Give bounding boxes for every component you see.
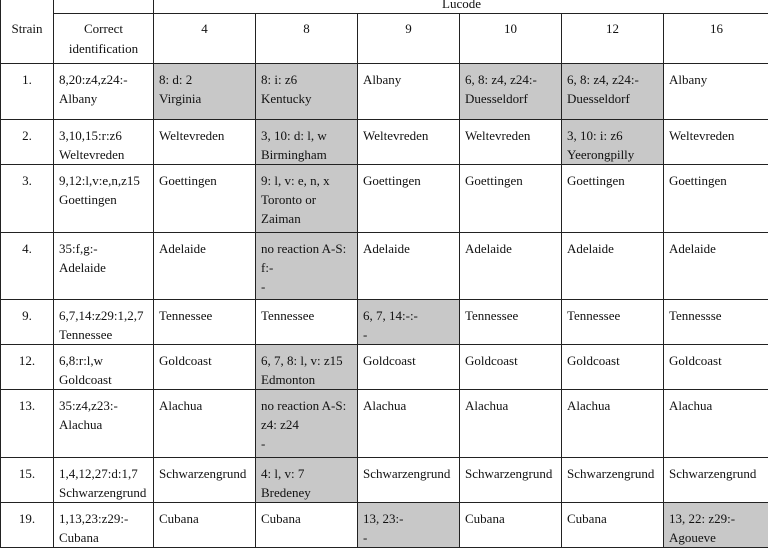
strain-cell: 2.: [1, 120, 54, 165]
correct-id-line: Adelaide: [59, 260, 106, 275]
result-line: no reaction A-S:: [261, 398, 347, 413]
correct-id-cell: [54, 300, 154, 345]
column-header-label: 16: [710, 21, 724, 36]
correct-id-line: 35:f,g:-: [59, 241, 98, 256]
strain-cell: 4.: [1, 233, 54, 300]
correct-id-cell: [54, 458, 154, 503]
result-cell-mismatch: [256, 345, 358, 390]
result-line: Tennessee: [567, 308, 621, 323]
result-cell: [664, 390, 768, 458]
result-line: Alachua: [159, 398, 203, 413]
result-line: 9: l, v: e, n, x: [261, 173, 330, 188]
result-line: Tennessee: [159, 308, 213, 323]
result-cell: [358, 458, 460, 503]
result-cell: [358, 345, 460, 390]
result-cell: [154, 165, 256, 233]
strain-cell: 9.: [1, 300, 54, 345]
correct-header-line2: identification: [68, 41, 139, 56]
result-line: -: [261, 279, 266, 294]
result-line: Albany: [363, 72, 402, 87]
correct-id-header: [54, 14, 154, 64]
result-line: 8: d: 2: [159, 72, 193, 87]
result-cell-mismatch: [256, 390, 358, 458]
result-line: Weltevreden: [159, 128, 225, 143]
result-line: 13, 23:-: [363, 511, 404, 526]
result-line: Albany: [669, 72, 708, 87]
result-line: Goldcoast: [465, 353, 518, 368]
result-cell: [460, 233, 562, 300]
column-header: [460, 14, 562, 64]
strain-header: [1, 0, 54, 64]
result-line: Adelaide: [363, 241, 410, 256]
result-line: Cubana: [567, 511, 607, 526]
result-cell: [460, 390, 562, 458]
table-row: [1, 165, 768, 233]
result-cell: [154, 120, 256, 165]
result-cell: [664, 165, 768, 233]
result-line: Agoueve: [669, 530, 716, 545]
result-cell: [460, 345, 562, 390]
result-cell: [460, 458, 562, 503]
correct-id-line: Weltevreden: [59, 147, 125, 162]
result-cell: [460, 503, 562, 548]
result-cell: [256, 300, 358, 345]
column-header: [154, 14, 256, 64]
result-line: -: [261, 436, 266, 451]
result-line: 4: l, v: 7: [261, 466, 305, 481]
table-row: [1, 233, 768, 300]
result-cell: [154, 458, 256, 503]
result-line: Schwarzengrund: [159, 466, 247, 481]
result-cell-mismatch: [256, 233, 358, 300]
result-cell-mismatch: [664, 503, 768, 548]
table-row: [1, 345, 768, 390]
result-cell-mismatch: [460, 64, 562, 120]
result-line: 3, 10: i: z6: [567, 128, 623, 143]
result-line: Adelaide: [567, 241, 614, 256]
correct-id-cell: [54, 120, 154, 165]
result-cell-mismatch: [256, 165, 358, 233]
result-line: Weltevreden: [465, 128, 531, 143]
correct-id-line: Goettingen: [59, 192, 117, 207]
result-line: 3, 10: d: l, w: [261, 128, 327, 143]
column-header: [664, 14, 768, 64]
result-cell-mismatch: [562, 64, 664, 120]
result-line: Goldcoast: [567, 353, 620, 368]
result-line: Goldcoast: [669, 353, 722, 368]
result-cell-mismatch: [256, 458, 358, 503]
column-header: [358, 14, 460, 64]
result-line: Zaiman: [261, 211, 301, 226]
result-cell: [460, 300, 562, 345]
correct-id-cell: [54, 233, 154, 300]
result-cell: [154, 233, 256, 300]
correct-id-line: 8,20:z4,z24:-: [59, 72, 128, 87]
result-cell: [664, 64, 768, 120]
result-line: 6, 8: z4, z24:-: [465, 72, 537, 87]
result-line: Alachua: [363, 398, 407, 413]
result-cell: [154, 345, 256, 390]
result-cell: [664, 345, 768, 390]
result-cell-mismatch: [256, 64, 358, 120]
result-line: 13, 22: z29:-: [669, 511, 736, 526]
result-line: Goettingen: [159, 173, 217, 188]
column-header-label: 12: [606, 21, 619, 36]
result-line: Edmonton: [261, 372, 316, 387]
result-line: 6, 7, 14:-:-: [363, 308, 418, 323]
result-line: Cubana: [261, 511, 301, 526]
result-line: Yeerongpilly: [567, 147, 635, 162]
result-cell: [562, 165, 664, 233]
result-line: Adelaide: [465, 241, 512, 256]
result-line: -: [363, 327, 368, 342]
result-line: 6, 7, 8: l, v: z15: [261, 353, 343, 368]
correct-id-line: 6,8:r:l,w: [59, 353, 104, 368]
result-cell-mismatch: [154, 64, 256, 120]
result-line: Weltevreden: [363, 128, 429, 143]
result-cell-mismatch: [358, 503, 460, 548]
result-line: Alachua: [669, 398, 713, 413]
result-line: z4: z24: [261, 417, 299, 432]
result-line: Bredeney: [261, 485, 311, 500]
strain-header-label: Strain: [11, 21, 43, 36]
result-line: Virginia: [159, 91, 202, 106]
result-cell: [460, 120, 562, 165]
group-header-label: Lucode: [442, 0, 482, 11]
result-cell: [664, 458, 768, 503]
correct-id-line: Alachua: [59, 417, 103, 432]
result-line: no reaction A-S:: [261, 241, 347, 256]
result-cell: [562, 300, 664, 345]
result-cell: [256, 503, 358, 548]
result-line: Goettingen: [567, 173, 625, 188]
result-cell: [154, 390, 256, 458]
table-row: [1, 300, 768, 345]
result-line: Weltevreden: [669, 128, 735, 143]
column-header-label: 8: [303, 21, 310, 36]
result-cell: [358, 233, 460, 300]
correct-id-line: Albany: [59, 91, 98, 106]
correct-id-line: 35:z4,z23:-: [59, 398, 118, 413]
correct-header-line1: Correct: [84, 21, 123, 36]
result-line: Goettingen: [465, 173, 523, 188]
result-line: Schwarzengrund: [669, 466, 757, 481]
result-line: 8: i: z6: [261, 72, 298, 87]
table-row: [1, 120, 768, 165]
result-line: Tennessee: [465, 308, 519, 323]
result-line: Goldcoast: [363, 353, 416, 368]
result-line: Birmingham: [261, 147, 327, 162]
group-header: [154, 0, 768, 14]
correct-id-cell: [54, 64, 154, 120]
result-line: Kentucky: [261, 91, 312, 106]
result-line: -: [363, 530, 368, 545]
correct-id-line: Tennessee: [59, 327, 113, 342]
correct-id-line: Goldcoast: [59, 372, 112, 387]
correct-id-line: 3,10,15:r:z6: [59, 128, 122, 143]
result-line: Cubana: [159, 511, 199, 526]
correct-id-line: 9,12:l,v:e,n,z15: [59, 173, 140, 188]
strain-cell: 15.: [1, 458, 54, 503]
result-line: 6, 8: z4, z24:-: [567, 72, 639, 87]
result-cell: [460, 165, 562, 233]
result-cell-mismatch: [562, 120, 664, 165]
result-line: Adelaide: [159, 241, 206, 256]
column-header: [256, 14, 358, 64]
correct-id-cell: [54, 390, 154, 458]
correct-id-cell: [54, 503, 154, 548]
result-line: f:-: [261, 260, 274, 275]
result-line: Goettingen: [669, 173, 727, 188]
column-header-label: 9: [405, 21, 412, 36]
result-cell: [664, 233, 768, 300]
result-cell-mismatch: [358, 300, 460, 345]
result-line: Goettingen: [363, 173, 421, 188]
strain-cell: 3.: [1, 165, 54, 233]
correct-id-line: 1,4,12,27:d:1,7: [59, 466, 138, 481]
strain-cell: 19.: [1, 503, 54, 548]
result-line: Adelaide: [669, 241, 716, 256]
correct-header-spacer: [54, 0, 154, 14]
strain-cell: 13.: [1, 390, 54, 458]
result-cell: [664, 300, 768, 345]
result-cell: [562, 458, 664, 503]
table-body: [1, 64, 768, 548]
table-row: [1, 64, 768, 120]
result-line: Duesseldorf: [465, 91, 528, 106]
correct-id-cell: [54, 165, 154, 233]
table-row: [1, 503, 768, 548]
result-line: Duesseldorf: [567, 91, 630, 106]
correct-id-line: Cubana: [59, 530, 99, 545]
column-header-label: 4: [201, 21, 208, 36]
strain-cell: 1.: [1, 64, 54, 120]
correct-id-line: Schwarzengrund: [59, 485, 147, 500]
result-line: Schwarzengrund: [465, 466, 553, 481]
result-cell: [664, 120, 768, 165]
result-line: Toronto or: [261, 192, 317, 207]
result-cell: [562, 503, 664, 548]
result-line: Goldcoast: [159, 353, 212, 368]
result-line: Schwarzengrund: [567, 466, 655, 481]
table-row: [1, 390, 768, 458]
header-row-columns: [1, 14, 768, 64]
result-line: Tennessee: [261, 308, 315, 323]
result-line: Tennessse: [669, 308, 722, 323]
result-cell: [562, 345, 664, 390]
correct-id-line: 6,7,14:z29:1,2,7: [59, 308, 144, 323]
result-cell: [562, 390, 664, 458]
result-cell: [154, 503, 256, 548]
result-cell-mismatch: [256, 120, 358, 165]
column-header: [562, 14, 664, 64]
result-cell: [154, 300, 256, 345]
strain-cell: 12.: [1, 345, 54, 390]
correct-id-cell: [54, 345, 154, 390]
result-cell: [358, 64, 460, 120]
result-line: Cubana: [465, 511, 505, 526]
correct-id-line: 1,13,23:z29:-: [59, 511, 129, 526]
result-cell: [562, 233, 664, 300]
result-cell: [358, 390, 460, 458]
result-line: Alachua: [465, 398, 509, 413]
header-row-group: [1, 0, 768, 14]
result-cell: [358, 120, 460, 165]
table-row: [1, 458, 768, 503]
result-cell: [358, 165, 460, 233]
result-line: Alachua: [567, 398, 611, 413]
column-header-label: 10: [504, 21, 517, 36]
result-line: Schwarzengrund: [363, 466, 451, 481]
